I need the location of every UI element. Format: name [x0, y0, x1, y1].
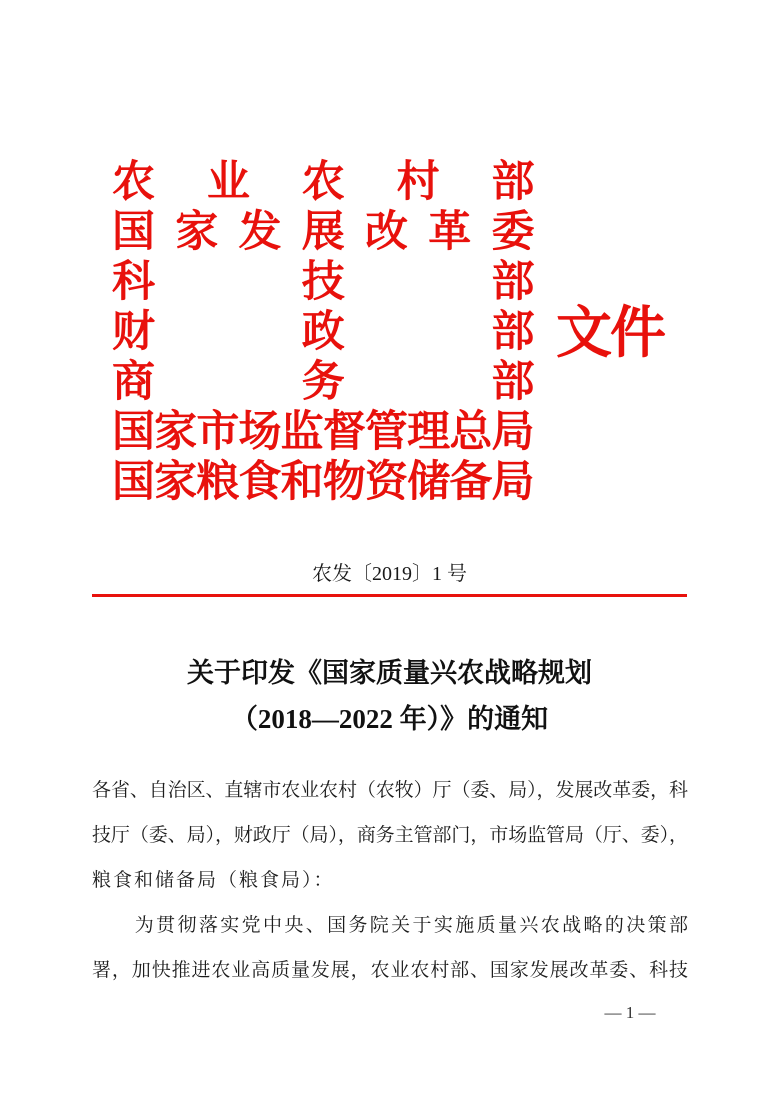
body-line-2: 技厅（委、局），财政厅（局），商务主管部门，市场监管局（厅、委）， [92, 825, 687, 846]
agency-line-5: 商务部 [112, 359, 532, 406]
document-number: 农发〔2019〕1 号 [312, 563, 467, 585]
red-divider-line [92, 594, 687, 597]
document-body [92, 768, 687, 993]
page-number: — 1 — [604, 1003, 656, 1022]
title-line-1: 关于印发《国家质量兴农战略规划 [187, 658, 592, 688]
agency-line-4: 财政部 [112, 309, 532, 356]
agency-line-6: 国家市场监督管理总局 [112, 409, 532, 456]
agency-header [112, 158, 532, 508]
document-title [92, 650, 687, 742]
body-line-3: 粮食和储备局（粮食局）： [92, 870, 335, 891]
agency-line-1: 农业农村部 [112, 159, 532, 206]
body-line-5: 署，加快推进农业高质量发展，农业农村部、国家发展改革委、科技 [92, 960, 687, 981]
document-word: 文件 [556, 303, 664, 365]
body-line-1: 各省、自治区、直辖市农业农村（农牧）厅（委、局），发展改革委，科 [92, 780, 687, 801]
body-line-4: 为贯彻落实党中央、国务院关于实施质量兴农战略的决策部 [92, 915, 687, 936]
agency-line-7: 国家粮食和物资储备局 [112, 459, 532, 506]
agency-line-3: 科技部 [112, 259, 532, 306]
title-line-2: （2018—2022 年）》的通知 [230, 704, 549, 734]
agency-line-2: 国家发展改革委 [112, 209, 532, 256]
